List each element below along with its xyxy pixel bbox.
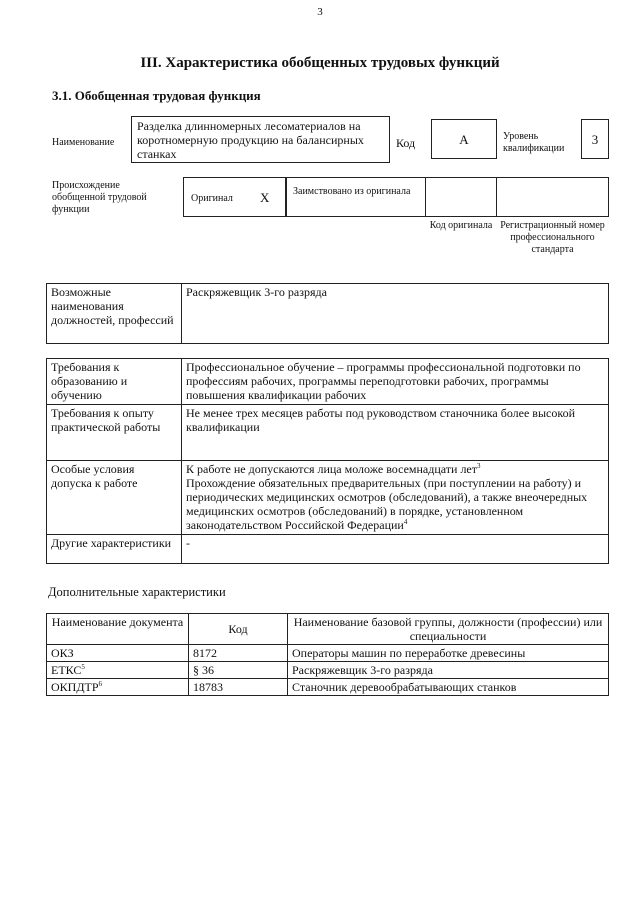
origin-original-box	[183, 177, 286, 217]
reg-number-box	[496, 177, 609, 217]
doc-name: ОКЗ	[51, 646, 74, 660]
footnote-5: 5	[81, 663, 85, 671]
name-label: Наименование	[52, 137, 115, 148]
experience-value: Не менее трех месяцев работы под руководством станочника более высокой квалификации	[182, 405, 609, 461]
conditions-line-1: К работе не допускаются лица моложе восемнадцати лет	[186, 462, 477, 476]
table-row	[47, 662, 609, 679]
row-name: Раскряжевщик 3-го разряда	[288, 662, 609, 679]
conditions-value	[182, 461, 609, 535]
row-name: Операторы машин по переработке древесины	[288, 645, 609, 662]
table-row	[47, 405, 609, 461]
table-row	[47, 461, 609, 535]
code-original-box	[425, 177, 497, 217]
other-value: -	[182, 535, 609, 564]
table-row	[47, 359, 609, 405]
code-value-box	[431, 119, 497, 159]
level-value: 3	[591, 132, 599, 147]
row-doc	[47, 679, 189, 696]
original-label: Оригинал	[191, 193, 233, 204]
original-mark: Х	[260, 190, 270, 205]
borrowed-label: Заимствовано из оригинала	[293, 186, 411, 197]
page-number: 3	[317, 6, 323, 18]
conditions-label: Особые условия допуска к работе	[47, 461, 182, 535]
header-code: Код	[189, 614, 288, 645]
code-value: А	[459, 132, 469, 147]
positions-value: Раскряжевщик 3-го разряда	[182, 284, 609, 344]
conditions-line-2: Прохождение обязательных предварительных (при поступлении на работу) и периодических медицинских осмотров (обследований), а также внеочередных медицинских осмотров (обследований) в порядке, установленном законодательством Российской Федерации	[186, 476, 588, 532]
row-name: Станочник деревообрабатывающих станков	[288, 679, 609, 696]
positions-label: Возможные наименования должностей, профессий	[47, 284, 182, 344]
additional-table	[46, 613, 609, 696]
function-name-box	[131, 116, 390, 163]
requirements-table	[46, 358, 609, 564]
table-row	[47, 645, 609, 662]
table-header-row	[47, 614, 609, 645]
footnote-3: 3	[477, 462, 481, 470]
code-label: Код	[396, 136, 416, 150]
section-title: III. Характеристика обобщенных трудовых функций	[140, 55, 500, 71]
other-label: Другие характеристики	[47, 535, 182, 564]
function-name-value: Разделка длинномерных лесоматериалов на коротномерную продукцию на балансирных станках	[137, 119, 364, 161]
reg-number-label: Регистрационный номер профессионального стандарта	[500, 220, 605, 255]
header-group: Наименование базовой группы, должности (профессии) или специальности	[288, 614, 609, 645]
footnote-4: 4	[403, 518, 408, 526]
row-doc	[47, 662, 189, 679]
footnote-6: 6	[98, 680, 103, 688]
level-value-box	[581, 119, 609, 159]
row-code: § 36	[189, 662, 288, 679]
education-label: Требования к образованию и обучению	[47, 359, 182, 405]
row-doc	[47, 645, 189, 662]
level-label: Уровень квалификации	[503, 131, 565, 154]
code-original-label: Код оригинала	[429, 220, 493, 231]
origin-label: Происхождение обобщенной трудовой функции	[52, 180, 147, 215]
education-value: Профессиональное обучение – программы профессиональной подготовки по профессиям рабочих, программы переподготовки рабочих, программы повышения квалификации рабочих	[182, 359, 609, 405]
row-code: 8172	[189, 645, 288, 662]
positions-table	[46, 283, 609, 344]
origin-borrowed-box	[286, 177, 426, 217]
doc-name: ОКПДТР	[51, 680, 99, 694]
table-row	[47, 535, 609, 564]
experience-label: Требования к опыту практической работы	[47, 405, 182, 461]
row-code: 18783	[189, 679, 288, 696]
additional-title: Дополнительные характеристики	[48, 585, 226, 599]
subsection-title: 3.1. Обобщенная трудовая функция	[52, 88, 261, 103]
doc-name: ЕТКС	[51, 663, 82, 677]
table-row	[47, 679, 609, 696]
header-document: Наименование документа	[47, 614, 189, 645]
